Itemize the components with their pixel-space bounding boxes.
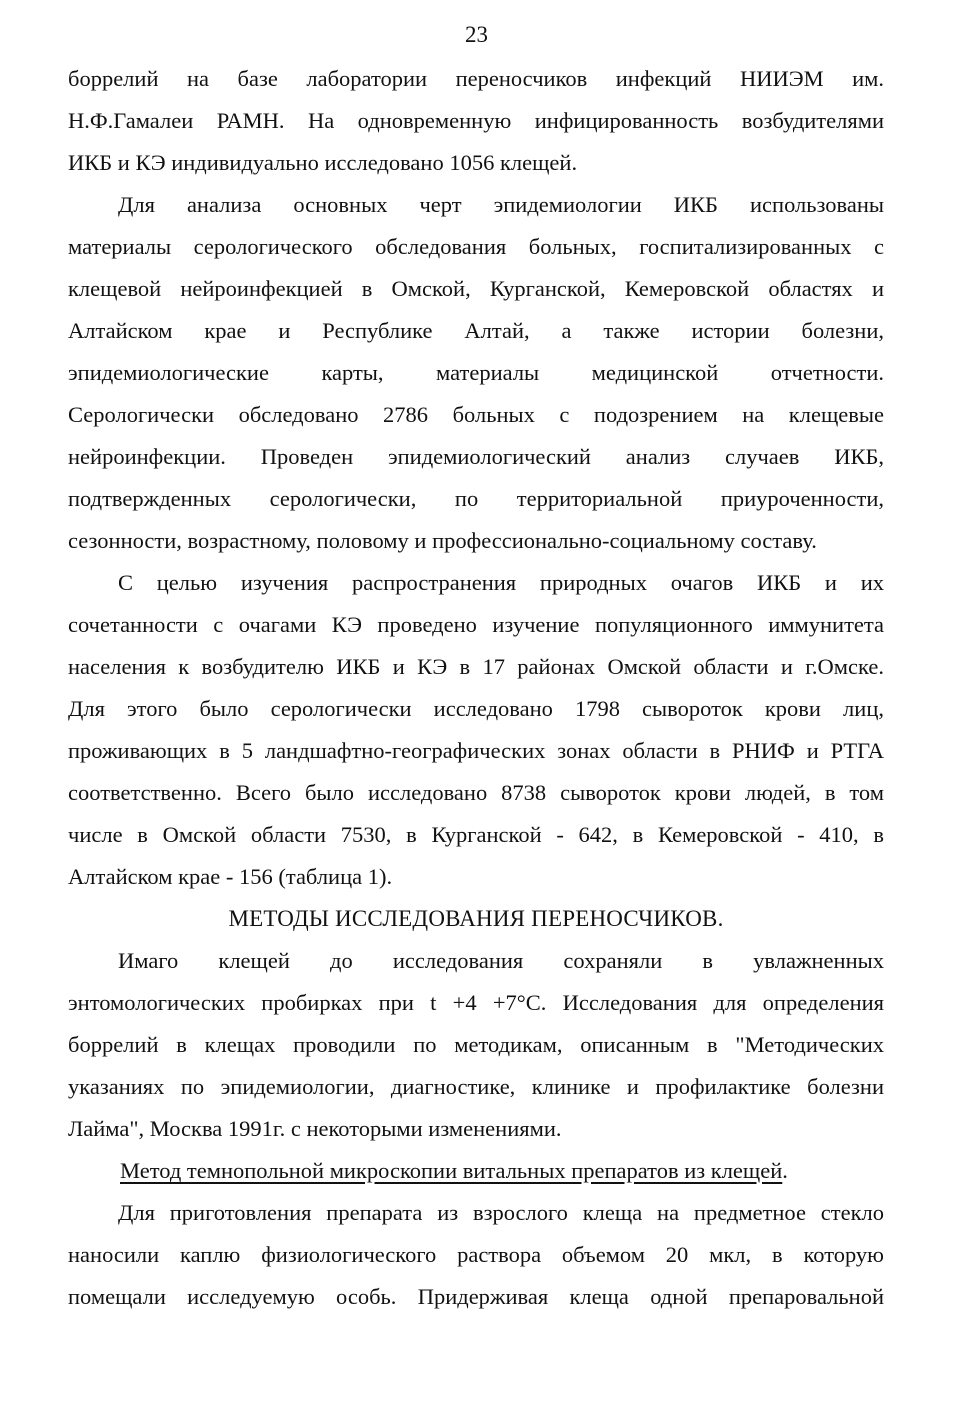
document-body: [68, 58, 884, 1318]
paragraph: [68, 1192, 884, 1318]
paragraph: [68, 184, 884, 562]
text-line: боррелий в клещах проводили по методикам, описанным в "Методических: [68, 1032, 884, 1057]
text-line: населения к возбудителю ИКБ и КЭ в 17 районах Омской области и г.Омске.: [68, 654, 884, 679]
method-subheading-text: Метод темнопольной микроскопии витальных препаратов из клещей: [120, 1158, 783, 1183]
text-line: боррелий на базе лаборатории переносчиков инфекций НИИЭМ им.: [68, 66, 884, 91]
method-subheading: [68, 1150, 884, 1192]
text-line: нейроинфекции. Проведен эпидемиологический анализ случаев ИКБ,: [68, 444, 884, 469]
text-line: наносили каплю физиологического раствора объемом 20 мкл, в которую: [68, 1242, 884, 1267]
text-line: материалы серологического обследования больных, госпитализированных с: [68, 234, 884, 259]
text-line: Для анализа основных черт эпидемиологии ИКБ использованы: [118, 192, 884, 217]
text-line: энтомологических пробирках при t +4 +7°С. Исследования для определения: [68, 990, 884, 1015]
text-line: соответственно. Всего было исследовано 8738 сывороток крови людей, в том: [68, 780, 884, 805]
text-line: Алтайском крае и Республике Алтай, а также истории болезни,: [68, 318, 884, 343]
text-line: эпидемиологические карты, материалы медицинской отчетности.: [68, 360, 884, 385]
text-line: Для этого было серологически исследовано 1798 сывороток крови лиц,: [68, 696, 884, 721]
paragraph: [68, 562, 884, 898]
text-line: Н.Ф.Гамалеи РАМН. На одновременную инфицированность возбудителями: [68, 108, 884, 133]
text-line: проживающих в 5 ландшафтно-географических зонах области в РНИФ и РТГА: [68, 738, 884, 763]
text-line: помещали исследуемую особь. Придерживая клеща одной препаровальной: [68, 1284, 884, 1309]
page-number: 23: [465, 22, 488, 47]
text-line: Лайма", Москва 1991г. с некоторыми изменениями.: [68, 1116, 562, 1141]
text-line: числе в Омской области 7530, в Курганской - 642, в Кемеровской - 410, в: [68, 822, 884, 847]
text-line: Серологически обследовано 2786 больных с подозрением на клещевые: [68, 402, 884, 427]
text-line: Имаго клещей до исследования сохраняли в увлажненных: [118, 948, 884, 973]
text-line: указаниях по эпидемиологии, диагностике, клинике и профилактике болезни: [68, 1074, 884, 1099]
paragraph: [68, 940, 884, 1150]
text-line: Алтайском крае - 156 (таблица 1).: [68, 864, 393, 889]
section-heading: МЕТОДЫ ИССЛЕДОВАНИЯ ПЕРЕНОСЧИКОВ.: [228, 906, 724, 931]
paragraph: [68, 58, 884, 184]
text-line: подтвержденных серологически, по территориальной приуроченности,: [68, 486, 884, 511]
text-line: клещевой нейроинфекцией в Омской, Курганской, Кемеровской областях и: [68, 276, 884, 301]
text-line: Для приготовления препарата из взрослого клеща на предметное стекло: [118, 1200, 884, 1225]
method-subheading-period: .: [782, 1158, 788, 1183]
text-line: сочетанности с очагами КЭ проведено изучение популяционного иммунитета: [68, 612, 884, 637]
text-line: ИКБ и КЭ индивидуально исследовано 1056 клещей.: [68, 150, 578, 175]
text-line: сезонности, возрастному, половому и профессионально-социальному составу.: [68, 528, 817, 553]
text-line: С целью изучения распространения природных очагов ИКБ и их: [118, 570, 884, 595]
